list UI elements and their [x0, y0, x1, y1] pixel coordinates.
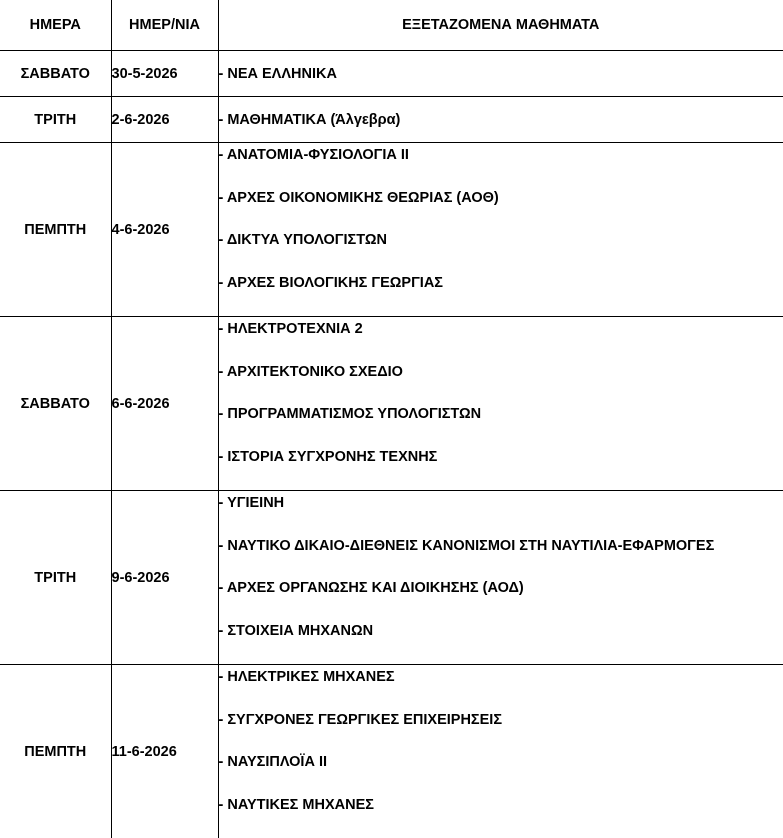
table-row	[0, 143, 783, 317]
subject-list	[219, 491, 783, 664]
subject-cell: - ΝΕΑ ΕΛΛΗΝΙΚΑ	[218, 51, 783, 97]
day-cell: ΤΡΙΤΗ	[0, 491, 111, 665]
subject-item: - ΝΑΥΤΙΚΟ ΔΙΚΑΙΟ-ΔΙΕΘΝΕΙΣ ΚΑΝΟΝΙΣΜΟΙ ΣΤΗ ΝΑΥΤΙΛΙΑ-ΕΦΑΡΜΟΓΕΣ	[219, 537, 783, 580]
date-cell: 2-6-2026	[111, 97, 218, 143]
day-cell: ΣΑΒΒΑΤΟ	[0, 317, 111, 491]
subject-item: - ΑΡΧΕΣ ΟΙΚΟΝΟΜΙΚΗΣ ΘΕΩΡΙΑΣ (ΑΟΘ)	[219, 189, 783, 232]
subject-item: - ΑΡΧΙΤΕΚΤΟΝΙΚΟ ΣΧΕΔΙΟ	[219, 363, 783, 406]
subject-list	[219, 665, 783, 838]
table-row	[0, 97, 783, 143]
subject-list	[219, 317, 783, 490]
subject-item: - ΠΡΟΓΡΑΜΜΑΤΙΣΜΟΣ ΥΠΟΛΟΓΙΣΤΩΝ	[219, 405, 783, 448]
day-cell: ΤΡΙΤΗ	[0, 97, 111, 143]
date-cell: 11-6-2026	[111, 665, 218, 838]
table-row	[0, 51, 783, 97]
header-date: ΗΜΕΡ/ΝΙΑ	[111, 0, 218, 51]
subject-item: - ΔΙΚΤΥΑ ΥΠΟΛΟΓΙΣΤΩΝ	[219, 231, 783, 274]
subject-list	[219, 143, 783, 316]
subject-item: - ΣΤΟΙΧΕΙΑ ΜΗΧΑΝΩΝ	[219, 622, 783, 665]
day-cell: ΠΕΜΠΤΗ	[0, 665, 111, 838]
subjects-cell	[218, 665, 783, 838]
day-cell: ΠΕΜΠΤΗ	[0, 143, 111, 317]
subject-item: - ΝΑΥΤΙΚΕΣ ΜΗΧΑΝΕΣ	[219, 796, 783, 838]
subject-item: - ΣΥΓΧΡΟΝΕΣ ΓΕΩΡΓΙΚΕΣ ΕΠΙΧΕΙΡΗΣΕΙΣ	[219, 711, 783, 754]
table-row	[0, 491, 783, 665]
subject-item: - ΑΡΧΕΣ ΒΙΟΛΟΓΙΚΗΣ ΓΕΩΡΓΙΑΣ	[219, 274, 783, 317]
subject-item: - ΗΛΕΚΤΡΟΤΕΧΝΙΑ 2	[219, 320, 783, 363]
subject-item: - ΝΑΥΣΙΠΛΟΪΑ ΙΙ	[219, 753, 783, 796]
date-cell: 9-6-2026	[111, 491, 218, 665]
table-row	[0, 317, 783, 491]
header-subjects: ΕΞΕΤΑΖΟΜΕΝΑ ΜΑΘΗΜΑΤΑ	[218, 0, 783, 51]
subject-item: - ΑΡΧΕΣ ΟΡΓΑΝΩΣΗΣ ΚΑΙ ΔΙΟΙΚΗΣΗΣ (ΑΟΔ)	[219, 579, 783, 622]
date-cell: 30-5-2026	[111, 51, 218, 97]
table-header	[0, 0, 783, 51]
subject-item: - ΥΓΙΕΙΝΗ	[219, 494, 783, 537]
table-row	[0, 665, 783, 838]
subjects-cell	[218, 317, 783, 491]
table-body	[0, 51, 783, 838]
subjects-cell	[218, 491, 783, 665]
header-row	[0, 0, 783, 51]
day-cell: ΣΑΒΒΑΤΟ	[0, 51, 111, 97]
date-cell: 4-6-2026	[111, 143, 218, 317]
subject-item: - ΙΣΤΟΡΙΑ ΣΥΓΧΡΟΝΗΣ ΤΕΧΝΗΣ	[219, 448, 783, 491]
subject-item: - ΑΝΑΤΟΜΙΑ-ΦΥΣΙΟΛΟΓΙΑ ΙΙ	[219, 146, 783, 189]
subject-item: - ΗΛΕΚΤΡΙΚΕΣ ΜΗΧΑΝΕΣ	[219, 668, 783, 711]
subjects-cell	[218, 143, 783, 317]
header-day: ΗΜΕΡΑ	[0, 0, 111, 51]
date-cell: 6-6-2026	[111, 317, 218, 491]
subject-cell: - ΜΑΘΗΜΑΤΙΚΑ (Άλγεβρα)	[218, 97, 783, 143]
